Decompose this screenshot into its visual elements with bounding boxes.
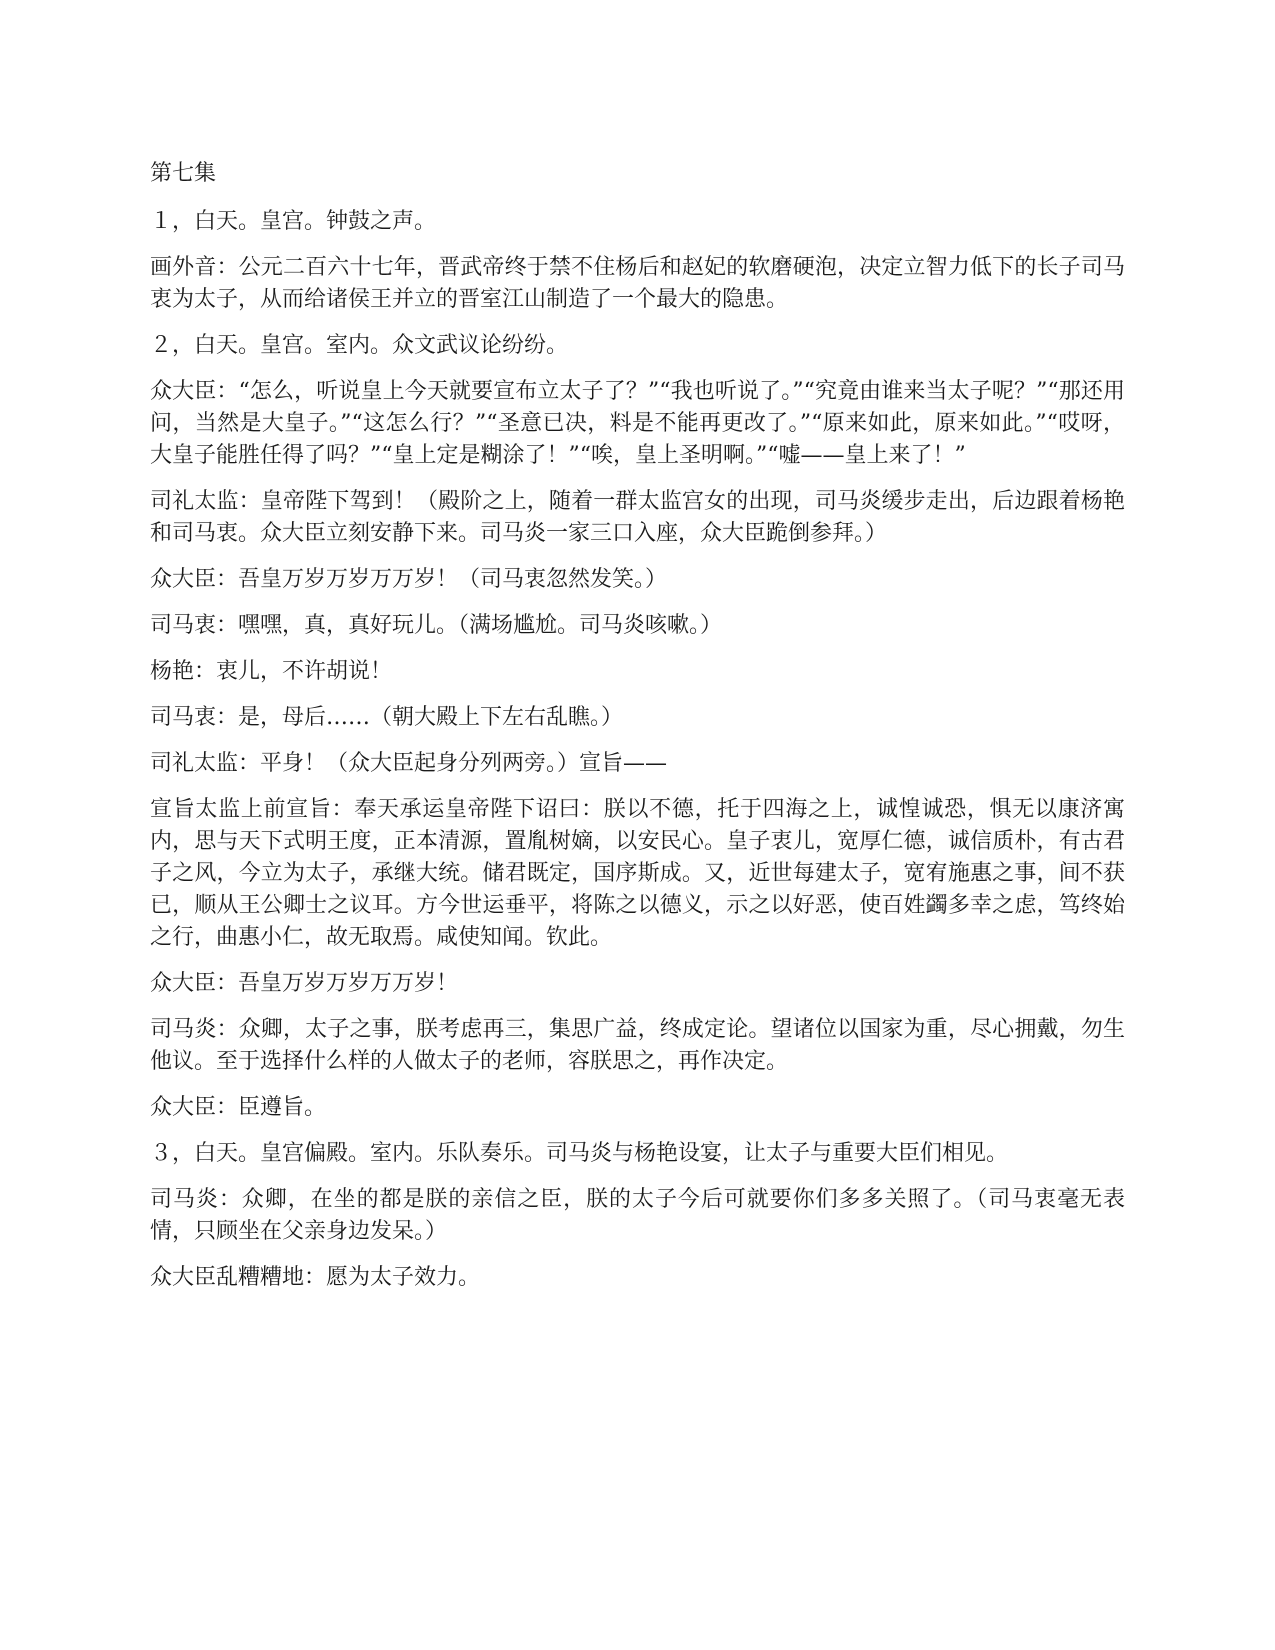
dialogue-paragraph: 众大臣：吾皇万岁万岁万万岁！ xyxy=(150,971,459,996)
dialogue-paragraph: 众大臣：“怎么，听说皇上今天就要宣布立太子了？”“我也听说了。”“究竟由谁来当太子呢？”“那还用问，当然是大皇子。”“这怎么行？”“圣意已决，料是不能再更改了。”“原来如此，原来如此。”“哎呀，大皇子能胜任得了吗？”“皇上定是糊涂了！”“唉，皇上圣明啊。”“嘘——皇上来了！” xyxy=(150,379,1125,468)
dialogue-paragraph: 司马炎：众卿，太子之事，朕考虑再三，集思广益，终成定论。望诸位以国家为重，尽心拥戴，勿生他议。至于选择什么样的人做太子的老师，容朕思之，再作决定。 xyxy=(150,1017,1125,1074)
dialogue-paragraph: 杨艳：衷儿，不许胡说！ xyxy=(150,659,393,684)
scene-heading-1: １，白天。皇宫。钟鼓之声。 xyxy=(150,209,437,234)
dialogue-paragraph: 司马衷：是，母后……（朝大殿上下左右乱瞧。） xyxy=(150,705,624,730)
dialogue-paragraph: 司马衷：嘿嘿，真，真好玩儿。（满场尴尬。司马炎咳嗽。） xyxy=(150,613,723,638)
episode-title: 第七集 xyxy=(150,161,217,186)
dialogue-paragraph: 众大臣：吾皇万岁万岁万万岁！（司马衷忽然发笑。） xyxy=(150,567,668,592)
narration-paragraph: 画外音：公元二百六十七年，晋武帝终于禁不住杨后和赵妃的软磨硬泡，决定立智力低下的长子司马衷为太子，从而给诸侯王并立的晋室江山制造了一个最大的隐患。 xyxy=(150,255,1125,312)
scene-heading-3: ３，白天。皇宫偏殿。室内。乐队奏乐。司马炎与杨艳设宴，让太子与重要大臣们相见。 xyxy=(150,1141,1009,1166)
dialogue-paragraph: 众大臣乱糟糟地：愿为太子效力。 xyxy=(150,1265,481,1290)
dialogue-paragraph: 司马炎：众卿，在坐的都是朕的亲信之臣，朕的太子今后可就要你们多多关照了。（司马衷毫无表情，只顾坐在父亲身边发呆。） xyxy=(150,1187,1125,1244)
edict-paragraph: 宣旨太监上前宣旨：奉天承运皇帝陛下诏曰：朕以不德，托于四海之上，诚惶诚恐，惧无以康济寓内，思与天下式明王度，正本清源，置胤树嫡，以安民心。皇子衷儿，宽厚仁德，诚信质朴，有古君子之风，今立为太子，承继大统。储君既定，国序斯成。又，近世每建太子，宽宥施惠之事，间不获已，顺从王公卿士之议耳。方今世运垂平，将陈之以德义，示之以好恶，使百姓蠲多幸之虑，笃终始之行，曲惠小仁，故无取焉。咸使知闻。钦此。 xyxy=(150,797,1125,950)
document-page xyxy=(150,158,1125,1308)
dialogue-paragraph: 众大臣：臣遵旨。 xyxy=(150,1095,327,1120)
dialogue-paragraph: 司礼太监：平身！（众大臣起身分列两旁。）宣旨—— xyxy=(150,751,668,776)
dialogue-paragraph: 司礼太监：皇帝陛下驾到！（殿阶之上，随着一群太监宫女的出现，司马炎缓步走出，后边跟着杨艳和司马衷。众大臣立刻安静下来。司马炎一家三口入座，众大臣跪倒参拜。） xyxy=(150,489,1125,546)
scene-heading-2: ２，白天。皇宫。室内。众文武议论纷纷。 xyxy=(150,333,569,358)
